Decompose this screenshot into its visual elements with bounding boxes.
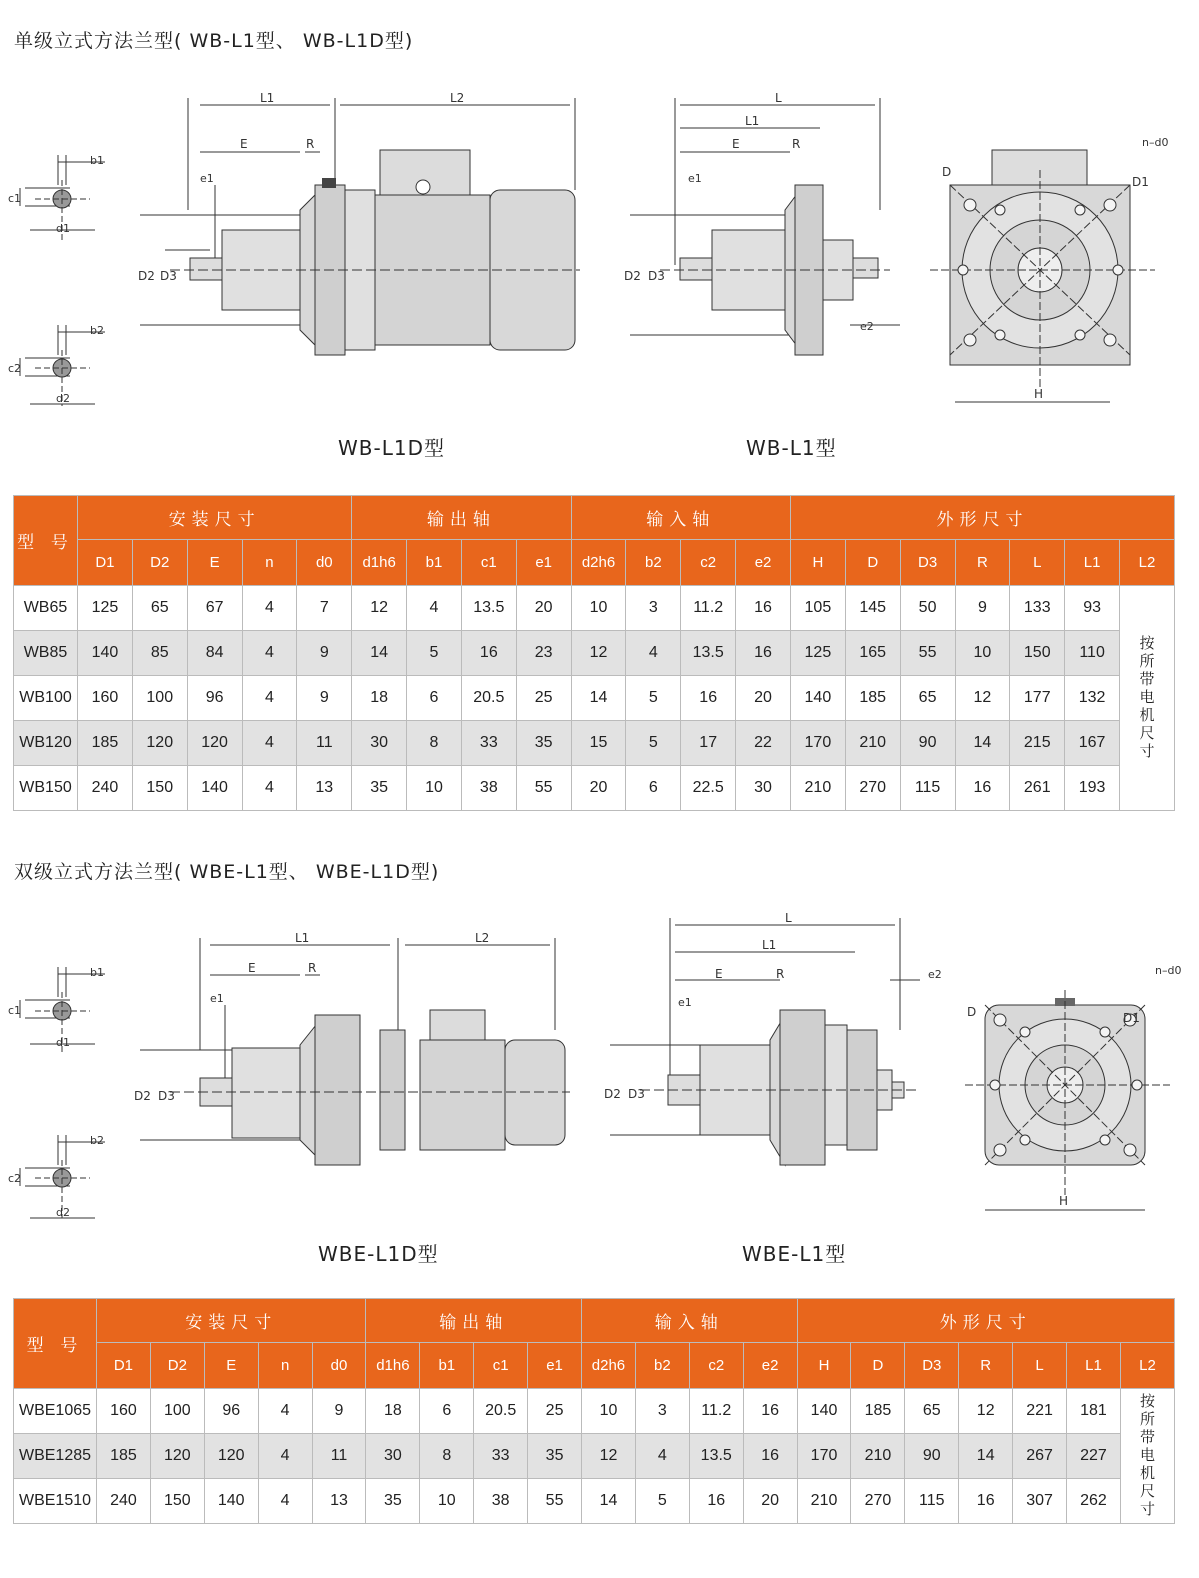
value-cell: 50 — [900, 586, 955, 631]
value-cell: 12 — [571, 631, 626, 676]
group-header: 输入轴 — [582, 1299, 798, 1343]
label-d-front-s2: D — [967, 1005, 977, 1019]
table-row — [14, 766, 1175, 811]
value-cell: 5 — [407, 631, 462, 676]
value-cell: 55 — [528, 1479, 582, 1524]
value-cell: 13.5 — [461, 586, 516, 631]
label-r: R — [306, 137, 315, 151]
column-header: E — [204, 1343, 258, 1389]
value-cell: 38 — [461, 766, 516, 811]
value-cell: 65 — [900, 676, 955, 721]
value-cell: 25 — [516, 676, 571, 721]
value-cell: 30 — [352, 721, 407, 766]
value-cell: 267 — [1013, 1434, 1067, 1479]
table-row — [14, 1389, 1175, 1434]
table-row — [14, 721, 1175, 766]
label-h-s2: H — [1059, 1194, 1069, 1208]
label-b1-s2: b1 — [90, 966, 104, 979]
value-cell: 185 — [845, 676, 900, 721]
value-cell: 11.2 — [681, 586, 736, 631]
value-cell: 16 — [955, 766, 1010, 811]
drawing-wb-front — [930, 130, 1190, 420]
label-l2: L2 — [450, 91, 465, 105]
label-d1-front-s2: D1 — [1123, 1011, 1140, 1025]
value-cell: 20 — [516, 586, 571, 631]
value-cell: 115 — [900, 766, 955, 811]
value-cell: 120 — [150, 1434, 204, 1479]
value-cell: 110 — [1065, 631, 1120, 676]
value-cell: 167 — [1065, 721, 1120, 766]
column-header: b1 — [420, 1343, 474, 1389]
table-row — [14, 586, 1175, 631]
value-cell: 6 — [407, 676, 462, 721]
label-d3-dim-s2b: D3 — [628, 1087, 645, 1101]
value-cell: 170 — [797, 1434, 851, 1479]
column-header: b2 — [635, 1343, 689, 1389]
column-header: D3 — [905, 1343, 959, 1389]
label-e-s2: E — [248, 961, 256, 975]
value-cell: 120 — [187, 721, 242, 766]
drawing-wbe-l1d — [130, 930, 590, 1180]
column-header: b1 — [407, 540, 462, 586]
value-cell: 84 — [187, 631, 242, 676]
value-cell: 9 — [297, 631, 352, 676]
value-cell: 16 — [959, 1479, 1013, 1524]
value-cell: 6 — [420, 1389, 474, 1434]
group-header: 输出轴 — [366, 1299, 582, 1343]
label-h: H — [1034, 387, 1044, 401]
value-cell: 20 — [736, 676, 791, 721]
table-row — [14, 631, 1175, 676]
value-cell: 20.5 — [474, 1389, 528, 1434]
label-e2-s2: e2 — [928, 968, 942, 981]
value-cell: 5 — [635, 1479, 689, 1524]
group-header: 外形尺寸 — [790, 496, 1174, 540]
value-cell: 11 — [312, 1434, 366, 1479]
value-cell: 10 — [407, 766, 462, 811]
value-cell: 150 — [132, 766, 187, 811]
value-cell: 14 — [955, 721, 1010, 766]
value-cell: 16 — [736, 586, 791, 631]
spec-table-single — [13, 495, 1175, 811]
value-cell: 65 — [905, 1389, 959, 1434]
label-r-b: R — [792, 137, 801, 151]
column-header: c2 — [689, 1343, 743, 1389]
value-cell: 14 — [571, 676, 626, 721]
value-cell: 150 — [150, 1479, 204, 1524]
value-cell: 140 — [187, 766, 242, 811]
value-cell: 55 — [900, 631, 955, 676]
value-cell: 96 — [204, 1389, 258, 1434]
value-cell: 13.5 — [689, 1434, 743, 1479]
table-row — [14, 1479, 1175, 1524]
value-cell: 5 — [626, 721, 681, 766]
label-e: E — [240, 137, 248, 151]
model-cell: WBE1065 — [14, 1389, 97, 1434]
value-cell: 16 — [736, 631, 791, 676]
spec-table-double — [13, 1298, 1175, 1524]
value-cell: 14 — [959, 1434, 1013, 1479]
column-header: R — [955, 540, 1010, 586]
value-cell: 13 — [297, 766, 352, 811]
value-cell: 210 — [790, 766, 845, 811]
value-cell: 11 — [297, 721, 352, 766]
value-cell: 8 — [407, 721, 462, 766]
column-header: D2 — [150, 1343, 204, 1389]
column-header: d1h6 — [366, 1343, 420, 1389]
column-header: D — [851, 1343, 905, 1389]
value-cell: 33 — [474, 1434, 528, 1479]
value-cell: 10 — [582, 1389, 636, 1434]
label-b1: b1 — [90, 154, 104, 167]
value-cell: 14 — [352, 631, 407, 676]
label-b2-s2: b2 — [90, 1134, 104, 1147]
value-cell: 16 — [689, 1479, 743, 1524]
shaft-key-sections-2 — [0, 962, 120, 1222]
label-d1: d1 — [56, 222, 70, 235]
model-header: 型 号 — [14, 1299, 97, 1389]
value-cell: 93 — [1065, 586, 1120, 631]
table-row — [14, 676, 1175, 721]
column-header: d1h6 — [352, 540, 407, 586]
value-cell: 17 — [681, 721, 736, 766]
value-cell: 35 — [352, 766, 407, 811]
value-cell: 12 — [582, 1434, 636, 1479]
column-header: L1 — [1067, 1343, 1121, 1389]
column-header: L2 — [1120, 1343, 1174, 1389]
value-cell: 4 — [242, 766, 297, 811]
column-header: E — [187, 540, 242, 586]
label-e1-s2b: e1 — [678, 996, 692, 1009]
label-e2: e2 — [860, 320, 874, 333]
value-cell: 12 — [959, 1389, 1013, 1434]
label-d3-dim: D3 — [160, 269, 177, 283]
column-header: c2 — [681, 540, 736, 586]
value-cell: 6 — [626, 766, 681, 811]
value-cell: 227 — [1067, 1434, 1121, 1479]
value-cell: 240 — [78, 766, 133, 811]
value-cell: 18 — [352, 676, 407, 721]
column-header: e2 — [736, 540, 791, 586]
value-cell: 165 — [845, 631, 900, 676]
value-cell: 307 — [1013, 1479, 1067, 1524]
label-d2-dim-s2b: D2 — [604, 1087, 621, 1101]
value-cell: 100 — [150, 1389, 204, 1434]
column-header: n — [242, 540, 297, 586]
label-d-front: D — [942, 165, 952, 179]
label-c1: c1 — [8, 192, 22, 205]
value-cell: 13.5 — [681, 631, 736, 676]
column-header: e1 — [516, 540, 571, 586]
label-l-s2: L — [785, 911, 792, 925]
label-d2-s2: d2 — [56, 1206, 70, 1219]
value-cell: 125 — [790, 631, 845, 676]
value-cell: 22 — [736, 721, 791, 766]
value-cell: 67 — [187, 586, 242, 631]
group-header: 安装尺寸 — [97, 1299, 366, 1343]
column-header: D3 — [900, 540, 955, 586]
label-d3-dim-b: D3 — [648, 269, 665, 283]
column-header: R — [959, 1343, 1013, 1389]
value-cell: 16 — [681, 676, 736, 721]
label-l1-s2b: L1 — [762, 938, 777, 952]
value-cell: 20.5 — [461, 676, 516, 721]
column-header: d0 — [297, 540, 352, 586]
label-l1-s2: L1 — [295, 931, 310, 945]
value-cell: 9 — [312, 1389, 366, 1434]
value-cell: 160 — [78, 676, 133, 721]
label-e-s2b: E — [715, 967, 723, 981]
value-cell: 90 — [900, 721, 955, 766]
value-cell: 270 — [851, 1479, 905, 1524]
value-cell: 35 — [528, 1434, 582, 1479]
column-header: c1 — [474, 1343, 528, 1389]
value-cell: 10 — [955, 631, 1010, 676]
value-cell: 210 — [851, 1434, 905, 1479]
value-cell: 25 — [528, 1389, 582, 1434]
value-cell: 14 — [582, 1479, 636, 1524]
label-d3-dim-s2: D3 — [158, 1089, 175, 1103]
value-cell: 120 — [132, 721, 187, 766]
label-d2-dim-b: D2 — [624, 269, 641, 283]
value-cell: 4 — [407, 586, 462, 631]
value-cell: 140 — [78, 631, 133, 676]
label-l2-s2: L2 — [475, 931, 490, 945]
column-header: d2h6 — [582, 1343, 636, 1389]
column-header: L2 — [1120, 540, 1175, 586]
drawing-wbe-front — [955, 960, 1195, 1220]
value-cell: 96 — [187, 676, 242, 721]
group-header: 安装尺寸 — [78, 496, 352, 540]
value-cell: 3 — [626, 586, 681, 631]
model-cell: WB65 — [14, 586, 78, 631]
label-nd0-s2: n–d0 — [1155, 964, 1182, 977]
value-cell: 140 — [790, 676, 845, 721]
table-body-double — [14, 1389, 1175, 1524]
caption-wb-l1: WB-L1型 — [746, 436, 837, 460]
value-cell: 33 — [461, 721, 516, 766]
group-header: 输出轴 — [352, 496, 571, 540]
value-cell: 210 — [797, 1479, 851, 1524]
value-cell: 22.5 — [681, 766, 736, 811]
column-header: d2h6 — [571, 540, 626, 586]
label-d1-s2: d1 — [56, 1036, 70, 1049]
label-d2: d2 — [56, 392, 70, 405]
value-cell: 10 — [571, 586, 626, 631]
label-c2-s2: c2 — [8, 1172, 22, 1185]
table-body-single — [14, 586, 1175, 811]
value-cell: 65 — [132, 586, 187, 631]
value-cell: 215 — [1010, 721, 1065, 766]
label-d2-dim: D2 — [138, 269, 155, 283]
table-row — [14, 1434, 1175, 1479]
column-header: L — [1013, 1343, 1067, 1389]
model-header: 型 号 — [14, 496, 78, 586]
column-header: e1 — [528, 1343, 582, 1389]
value-cell: 185 — [78, 721, 133, 766]
value-cell: 140 — [797, 1389, 851, 1434]
value-cell: 4 — [242, 631, 297, 676]
label-e1-s2: e1 — [210, 992, 224, 1005]
column-header: D1 — [78, 540, 133, 586]
label-d2-dim-s2: D2 — [134, 1089, 151, 1103]
value-cell: 35 — [366, 1479, 420, 1524]
value-cell: 11.2 — [689, 1389, 743, 1434]
drawing-wbe-l1 — [600, 910, 940, 1180]
group-header: 输入轴 — [571, 496, 790, 540]
column-header: L1 — [1065, 540, 1120, 586]
value-cell: 16 — [461, 631, 516, 676]
label-d1-front: D1 — [1132, 175, 1149, 189]
column-header: H — [797, 1343, 851, 1389]
value-cell: 170 — [790, 721, 845, 766]
value-cell: 133 — [1010, 586, 1065, 631]
group-header: 外形尺寸 — [797, 1299, 1174, 1343]
value-cell: 150 — [1010, 631, 1065, 676]
value-cell: 7 — [297, 586, 352, 631]
value-cell: 12 — [352, 586, 407, 631]
value-cell: 132 — [1065, 676, 1120, 721]
value-cell: 270 — [845, 766, 900, 811]
value-cell: 4 — [635, 1434, 689, 1479]
column-header: D — [845, 540, 900, 586]
value-cell: 4 — [242, 586, 297, 631]
value-cell: 100 — [132, 676, 187, 721]
value-cell: 35 — [516, 721, 571, 766]
model-cell: WBE1510 — [14, 1479, 97, 1524]
section-title-double: 双级立式方法兰型( WBE-L1型、 WBE-L1D型) — [14, 861, 440, 883]
value-cell: 240 — [97, 1479, 151, 1524]
model-cell: WB85 — [14, 631, 78, 676]
value-cell: 105 — [790, 586, 845, 631]
label-b2: b2 — [90, 324, 104, 337]
value-cell: 8 — [420, 1434, 474, 1479]
value-cell: 4 — [626, 631, 681, 676]
value-cell: 9 — [955, 586, 1010, 631]
value-cell: 262 — [1067, 1479, 1121, 1524]
value-cell: 4 — [242, 676, 297, 721]
value-cell: 160 — [97, 1389, 151, 1434]
shaft-key-sections-1 — [0, 150, 120, 410]
section-title-single: 单级立式方法兰型( WB-L1型、 WB-L1D型) — [14, 30, 414, 52]
label-r-s2: R — [308, 961, 317, 975]
column-header: D1 — [97, 1343, 151, 1389]
label-l1: L1 — [260, 91, 275, 105]
value-cell: 185 — [97, 1434, 151, 1479]
value-cell: 221 — [1013, 1389, 1067, 1434]
value-cell: 4 — [258, 1434, 312, 1479]
column-header: c1 — [461, 540, 516, 586]
value-cell: 3 — [635, 1389, 689, 1434]
value-cell: 4 — [258, 1389, 312, 1434]
drawing-wb-l1 — [620, 90, 910, 370]
value-cell: 16 — [743, 1389, 797, 1434]
value-cell: 120 — [204, 1434, 258, 1479]
value-cell: 16 — [743, 1434, 797, 1479]
value-cell: 210 — [845, 721, 900, 766]
value-cell: 23 — [516, 631, 571, 676]
value-cell: 193 — [1065, 766, 1120, 811]
value-cell: 4 — [242, 721, 297, 766]
column-header: e2 — [743, 1343, 797, 1389]
value-cell: 18 — [366, 1389, 420, 1434]
value-cell: 30 — [736, 766, 791, 811]
label-c1-s2: c1 — [8, 1004, 22, 1017]
value-cell: 20 — [571, 766, 626, 811]
caption-wbe-l1d: WBE-L1D型 — [318, 1242, 439, 1266]
value-cell: 261 — [1010, 766, 1065, 811]
value-cell: 145 — [845, 586, 900, 631]
label-l: L — [775, 91, 782, 105]
label-nd0: n–d0 — [1142, 136, 1169, 149]
column-header: b2 — [626, 540, 681, 586]
label-r-s2b: R — [776, 967, 785, 981]
l2-note-cell: 按所带电机尺寸 — [1120, 586, 1175, 811]
model-cell: WB100 — [14, 676, 78, 721]
value-cell: 125 — [78, 586, 133, 631]
value-cell: 4 — [258, 1479, 312, 1524]
value-cell: 20 — [743, 1479, 797, 1524]
model-cell: WB120 — [14, 721, 78, 766]
value-cell: 5 — [626, 676, 681, 721]
label-e1: e1 — [200, 172, 214, 185]
column-header: H — [790, 540, 845, 586]
value-cell: 13 — [312, 1479, 366, 1524]
model-cell: WB150 — [14, 766, 78, 811]
value-cell: 177 — [1010, 676, 1065, 721]
label-e1-b: e1 — [688, 172, 702, 185]
drawing-wb-l1d — [130, 90, 590, 370]
value-cell: 9 — [297, 676, 352, 721]
value-cell: 85 — [132, 631, 187, 676]
value-cell: 10 — [420, 1479, 474, 1524]
l2-note-cell: 按所带电机尺寸 — [1120, 1389, 1174, 1524]
caption-wb-l1d: WB-L1D型 — [338, 436, 445, 460]
value-cell: 55 — [516, 766, 571, 811]
column-header: d0 — [312, 1343, 366, 1389]
label-c2: c2 — [8, 362, 22, 375]
value-cell: 38 — [474, 1479, 528, 1524]
label-e-b: E — [732, 137, 740, 151]
caption-wbe-l1: WBE-L1型 — [742, 1242, 847, 1266]
value-cell: 140 — [204, 1479, 258, 1524]
value-cell: 30 — [366, 1434, 420, 1479]
value-cell: 12 — [955, 676, 1010, 721]
value-cell: 181 — [1067, 1389, 1121, 1434]
value-cell: 185 — [851, 1389, 905, 1434]
value-cell: 115 — [905, 1479, 959, 1524]
column-header: L — [1010, 540, 1065, 586]
column-header: D2 — [132, 540, 187, 586]
value-cell: 15 — [571, 721, 626, 766]
value-cell: 90 — [905, 1434, 959, 1479]
model-cell: WBE1285 — [14, 1434, 97, 1479]
label-l1-b: L1 — [745, 114, 760, 128]
column-header: n — [258, 1343, 312, 1389]
